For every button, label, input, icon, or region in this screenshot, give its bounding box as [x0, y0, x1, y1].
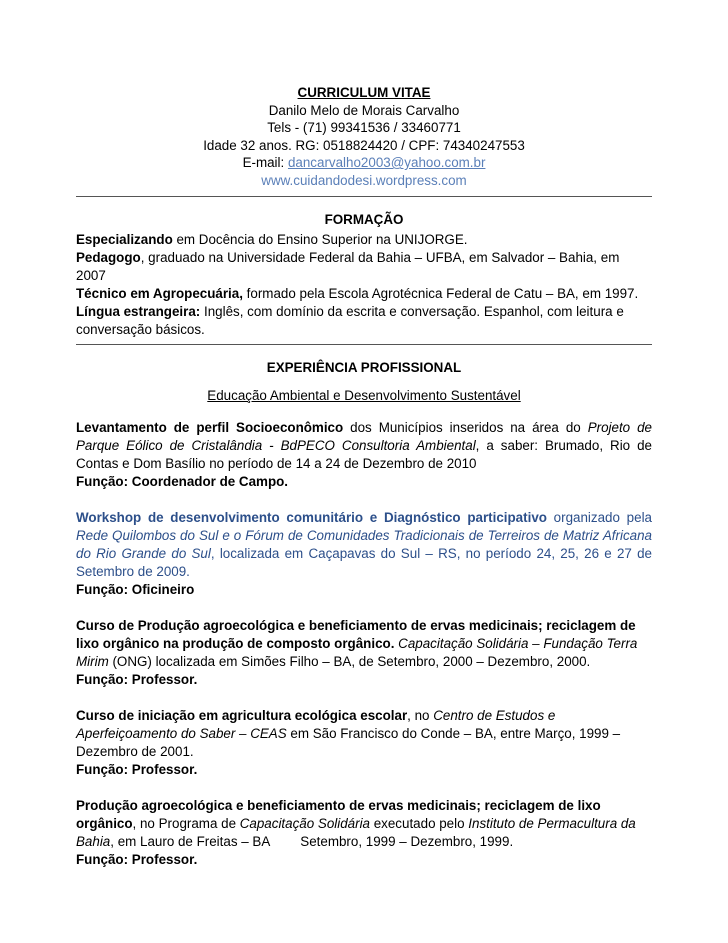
formacao-item — [76, 303, 652, 339]
entry-text: , no Programa de — [132, 816, 240, 831]
formacao-item-label: Especializando — [76, 232, 173, 247]
email-link[interactable]: dancarvalho2003@yahoo.com.br — [287, 155, 486, 170]
entry-text: em São Francisco do Conde – BA, entre Março, 1999 – Dezembro de 2001. — [76, 726, 621, 759]
formacao-item-text: em Docência do Ensino Superior na UNIJORGE. — [172, 232, 468, 247]
entry-institution: Rede Quilombos do Sul e o Fórum de Comunidades Tradicionais de Terreiros de Matriz Africana do Rio Grande do Sul — [76, 528, 652, 561]
experience-entry — [76, 617, 652, 689]
entry-text: , a saber: Brumado, Rio de Contas e Dom Basílio no período de 14 a 24 de Dezembro de 2010 — [76, 438, 652, 471]
entry-text: , no — [407, 708, 434, 723]
section-title-experiencia: EXPERIÊNCIA PROFISSIONAL — [266, 360, 462, 375]
formacao-item — [76, 285, 652, 303]
entry-text: , em Lauro de Freitas – BA — [110, 834, 271, 849]
entry-title: Curso de iniciação em agricultura ecológica escolar — [76, 708, 408, 723]
entry-title: Produção agroecológica e beneficiamento de ervas medicinais; reciclagem de lixo orgânico — [76, 798, 601, 831]
entry-title: Workshop de desenvolvimento comunitário e Diagnóstico participativo — [76, 510, 547, 525]
formacao-item-text: Inglês, com domínio da escrita e conversação. Espanhol, com leitura e conversação básicos. — [76, 304, 624, 337]
entry-period: Setembro, 1999 – Dezembro, 1999. — [300, 834, 514, 849]
entry-role: Função: Professor. — [76, 762, 198, 777]
cv-name: Danilo Melo de Morais Carvalho — [268, 102, 460, 118]
formacao-item-label: Língua estrangeira: — [76, 304, 201, 319]
experience-entry — [76, 707, 652, 779]
cv-email-line — [76, 154, 652, 172]
formacao-item — [76, 249, 652, 285]
experience-entry — [76, 509, 652, 599]
formacao-item-text: , graduado na Universidade Federal da Bahia – UFBA, em Salvador – Bahia, em 2007 — [76, 250, 620, 283]
entry-text: dos Municípios inseridos na área do — [343, 420, 588, 435]
experience-entry — [76, 419, 652, 491]
section-title-formacao: FORMAÇÃO — [324, 212, 404, 227]
divider — [76, 196, 652, 197]
entry-institution: Instituto de Permacultura da Bahia — [76, 816, 636, 849]
entry-text: executado pelo — [370, 816, 469, 831]
email-label: E-mail: — [242, 155, 285, 170]
formacao-item-label: Técnico em Agropecuária, — [76, 286, 243, 301]
cv-header — [76, 84, 652, 189]
website-link[interactable]: www.cuidandodesi.wordpress.com — [261, 172, 467, 188]
entry-role: Função: Oficineiro — [76, 582, 195, 597]
formacao-item — [76, 231, 652, 249]
subsection-title: Educação Ambiental e Desenvolvimento Sustentável — [207, 388, 521, 403]
entry-text: organizado pela — [546, 510, 652, 525]
entry-institution: Centro de Estudos e Aperfeiçoamento do Saber – CEAS — [76, 708, 556, 741]
entry-role: Função: Professor. — [76, 672, 198, 687]
experience-entry — [76, 797, 652, 869]
entry-title: Curso de Produção agroecológica e beneficiamento de ervas medicinais; reciclagem de lixo orgânico na produção de composto orgânico. — [76, 618, 636, 651]
cv-ids: Idade 32 anos. RG: 0518824420 / CPF: 74340247553 — [203, 137, 525, 153]
entry-institution: Projeto de Parque Eólico de Cristalândia - BdPECO Consultoria Ambiental — [76, 420, 652, 453]
entry-text: , localizada em Caçapavas do Sul – RS, no período 24, 25, 26 e 27 de Setembro de 2009. — [76, 546, 652, 579]
formacao-item-text: formado pela Escola Agrotécnica Federal de Catu – BA, em 1997. — [242, 286, 639, 301]
cv-phones: Tels - (71) 99341536 / 33460771 — [267, 120, 461, 135]
cv-page — [76, 84, 652, 869]
cv-title: CURRICULUM VITAE — [297, 85, 431, 100]
formacao-item-label: Pedagogo — [76, 250, 141, 265]
entry-text: (ONG) localizada em Simões Filho – BA, de Setembro, 2000 – Dezembro, 2000. — [108, 654, 591, 669]
entry-role: Função: Professor. — [76, 852, 198, 867]
divider — [76, 344, 652, 345]
entry-institution: Capacitação Solidária – Fundação Terra Mirim — [76, 636, 638, 669]
entry-institution: Capacitação Solidária — [239, 816, 370, 831]
formacao-list — [76, 231, 652, 339]
entry-role: Função: Coordenador de Campo. — [76, 474, 289, 489]
entry-title: Levantamento de perfil Socioeconômico — [76, 420, 344, 435]
